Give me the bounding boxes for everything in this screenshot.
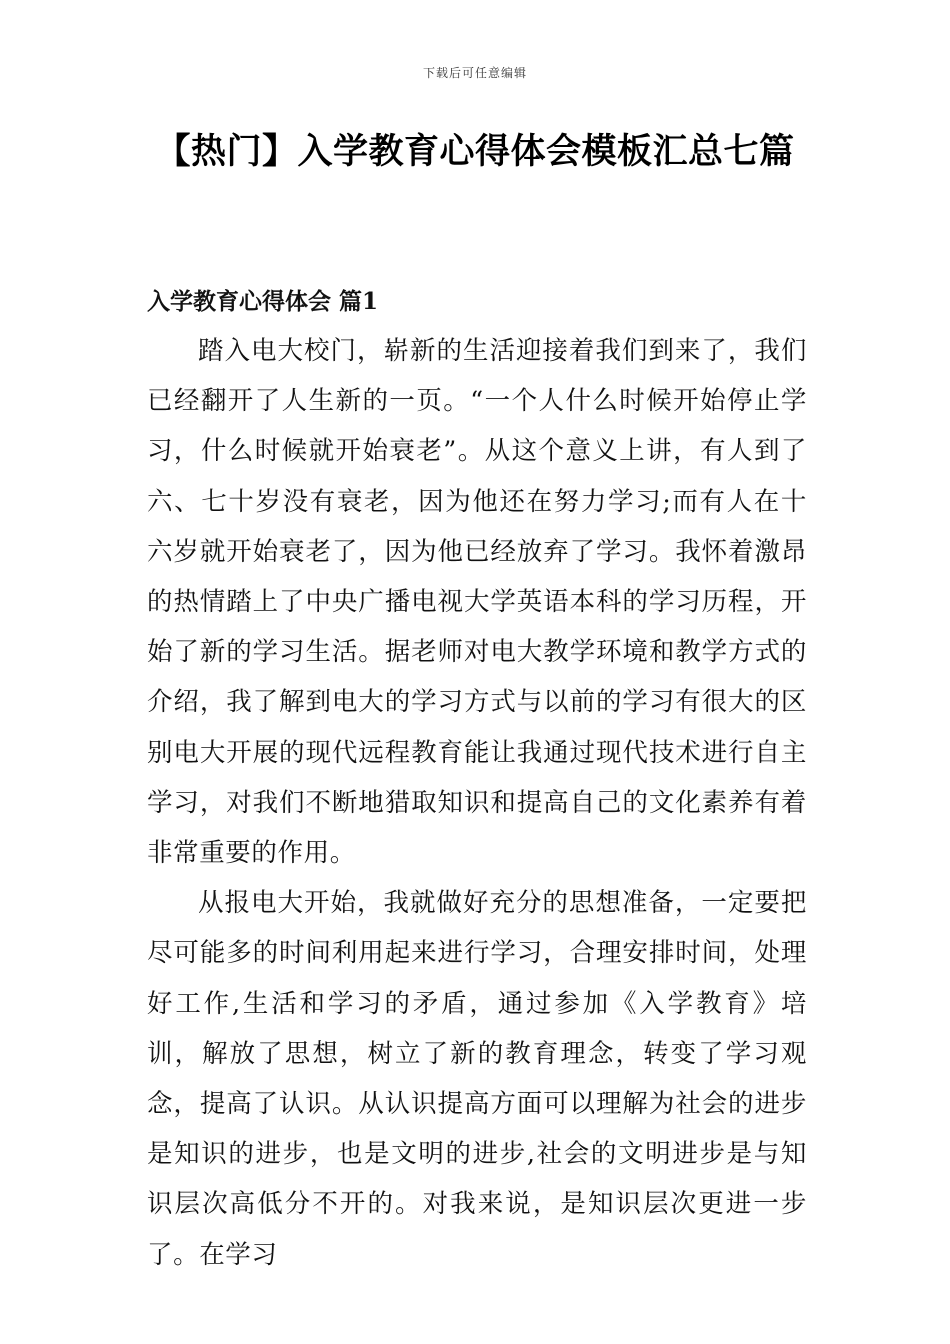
header-note: 下载后可任意编辑 [422,66,527,80]
paragraph-2: 从报电大开始，我就做好充分的思想准备，一定要把尽可能多的时间利用起来进行学习，合理安排时间，处理好工作,生活和学习的矛盾，通过参加《入学教育》培训，解放了思想，树立了新的教育理念，转变了学习观念，提高了认识。从认识提高方面可以理解为社会的进步是知识的进步，也是文明的进步,社会的文明进步是与知识层次高低分不开的。对我来说，是知识层次更进一步了。在学习 [147,888,807,1270]
document-title: 【热门】入学教育心得体会模板汇总七篇 [155,132,795,172]
paragraph-1: 踏入电大校门，崭新的生活迎接着我们到来了，我们已经翻开了人生新的一页。“一个人什么时候开始停止学习，什么时候就开始衰老”。从这个意义上讲，有人到了六、七十岁没有衰老，因为他还在努力学习;而有人在十六岁就开始衰老了，因为他已经放弃了学习。我怀着激昂的热情踏上了中央广播电视大学英语本科的学习历程，开始了新的学习生活。据老师对电大教学环境和教学方式的介绍，我了解到电大的学习方式与以前的学习有很大的区别电大开展的现代远程教育能让我通过现代技术进行自主学习，对我们不断地猎取知识和提高自己的文化素养有着非常重要的作用。 [147,336,807,869]
document-body [147,326,807,1280]
section-heading: 入学教育心得体会 篇1 [147,288,379,315]
